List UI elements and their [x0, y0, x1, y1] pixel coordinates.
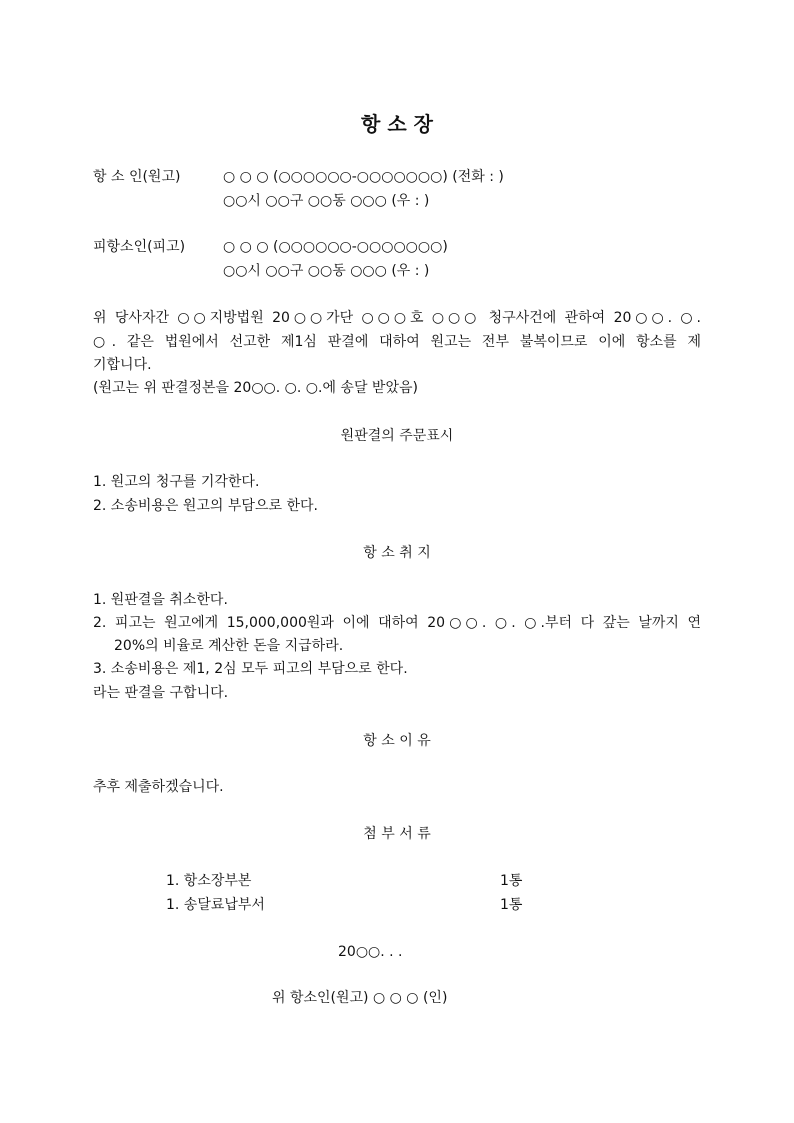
- appellee-address: ○○시 ○○구 ○○동 ○○○ (우 : ): [223, 263, 430, 279]
- purpose-item-2a: 2. 피고는 원고에게 15,000,000원과 이에 대하여 20○○. ○. ○.부터 다 갚는 날까지 연: [93, 615, 701, 631]
- attachment-item-qty: 1통: [500, 897, 523, 913]
- appellee-name: ○ ○ ○ (○○○○○○-○○○○○○○): [223, 239, 448, 255]
- purpose-closing: 라는 판결을 구합니다.: [93, 685, 229, 701]
- reason-heading: 항 소 이 유: [363, 733, 431, 749]
- intro-line-1: 위 당사자간 ○○지방법원 20○○가단 ○○○호 ○○○ 청구사건에 관하여 20○○. ○.: [93, 310, 701, 326]
- original-judgment-item-1: 1. 원고의 청구를 기각한다.: [93, 474, 260, 490]
- document-title: 항 소 장: [361, 112, 433, 136]
- appellant-label: 항 소 인(원고): [93, 169, 181, 185]
- intro-line-4: (원고는 위 판결정본을 20○○. ○. ○.에 송달 받았음): [93, 380, 418, 396]
- original-judgment-item-2: 2. 소송비용은 원고의 부담으로 한다.: [93, 498, 318, 514]
- filing-date: 20○○. . .: [338, 944, 403, 960]
- purpose-heading: 항 소 취 지: [363, 545, 431, 561]
- signature-line: 위 항소인(원고) ○ ○ ○ (인): [272, 990, 448, 1006]
- attachment-item-name: 1. 송달료납부서: [166, 897, 265, 913]
- intro-line-3: 기합니다.: [93, 357, 152, 373]
- purpose-item-2b: 20%의 비율로 계산한 돈을 지급하라.: [114, 638, 344, 654]
- attachment-item-qty: 1통: [500, 873, 523, 889]
- appellant-address: ○○시 ○○구 ○○동 ○○○ (우 : ): [223, 193, 430, 209]
- attachments-heading: 첨 부 서 류: [363, 826, 431, 842]
- intro-line-2: ○. 같은 법원에서 선고한 제1심 판결에 대하여 원고는 전부 불복이므로 이에 항소를 제: [93, 334, 702, 350]
- reason-text: 추후 제출하겠습니다.: [93, 779, 224, 795]
- appellant-name: ○ ○ ○ (○○○○○○-○○○○○○○) (전화 : ): [223, 169, 504, 185]
- original-judgment-heading: 원판결의 주문표시: [340, 428, 454, 444]
- attachment-item-name: 1. 항소장부본: [166, 873, 252, 889]
- appellee-label: 피항소인(피고): [93, 239, 186, 255]
- purpose-item-3: 3. 소송비용은 제1, 2심 모두 피고의 부담으로 한다.: [93, 661, 408, 677]
- purpose-item-1: 1. 원판결을 취소한다.: [93, 592, 228, 608]
